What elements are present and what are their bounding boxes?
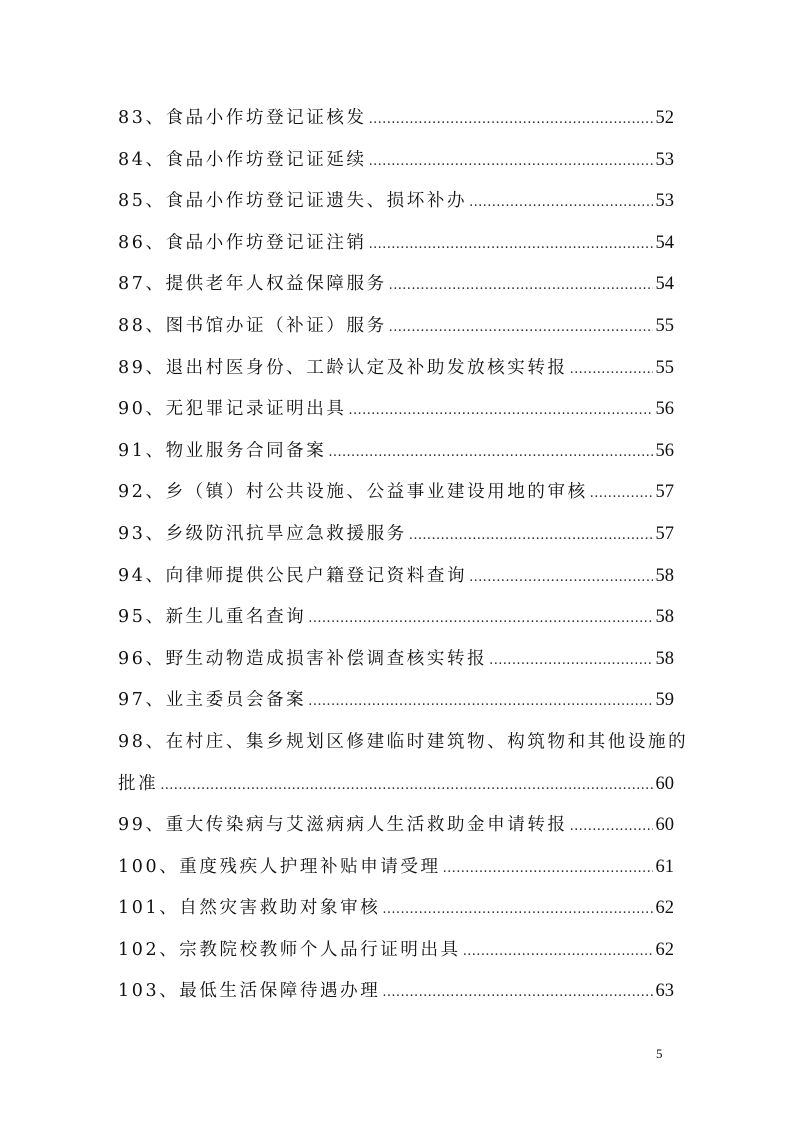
toc-entry[interactable] [118,98,674,140]
dot-leader [160,765,652,807]
toc-entry-title: 83、食品小作坊登记证核发 [118,108,367,128]
toc-entry[interactable] [118,971,674,1013]
toc-entry[interactable] [118,930,674,972]
toc-entry[interactable] [118,597,674,639]
toc-entry[interactable] [118,472,674,514]
dot-leader [382,889,652,931]
toc-entry-title[interactable]: 98、在村庄、集乡规划区修建临时建筑物、构筑物和其他设施的 [118,731,689,752]
toc-entry[interactable] [118,556,674,598]
toc-entry[interactable] [118,431,674,473]
toc-entry[interactable] [118,181,674,223]
toc-entry-page: 62 [655,939,674,960]
toc-entry-page: 55 [655,357,674,378]
toc-entry-page: 58 [655,607,674,628]
toc-entry-title: 103、最低生活保障待遇办理 [118,981,381,1002]
toc-entry-page: 61 [655,856,674,877]
toc-entry-title: 101、自然灾害救助对象审核 [118,898,381,919]
toc-entry[interactable] [118,514,674,556]
toc-entry[interactable] [118,389,674,431]
dot-leader [590,473,653,515]
dot-leader [328,432,652,474]
toc-entry-title: 92、乡（镇）村公共设施、公益事业建设用地的审核 [118,482,588,503]
dot-leader [469,557,652,599]
toc-entry-page: 63 [655,981,674,1002]
toc-entry-title: 88、图书馆办证（补证）服务 [118,315,387,336]
toc-entry-title: 86、食品小作坊登记证注销 [118,232,367,253]
toc-entry-page: 55 [655,315,674,336]
toc-entry[interactable] [118,264,674,306]
dot-leader [489,640,652,682]
toc-entry-title: 97、业主委员会备案 [118,690,307,711]
toc-entry-page: 57 [655,523,674,544]
toc-entry[interactable] [118,306,674,348]
toc-entry-page: 52 [655,108,674,128]
toc-entry-page: 53 [655,149,674,170]
dot-leader [570,806,653,848]
toc-entry-page: 56 [655,440,674,461]
toc-entry-title: 94、向律师提供公民户籍登记资料查询 [118,565,468,586]
toc-entry-title: 84、食品小作坊登记证延续 [118,149,367,170]
toc-entry-title: 89、退出村医身份、工龄认定及补助发放核实转报 [118,357,568,378]
toc-entry[interactable] [118,805,674,847]
toc-entry-title: 93、乡级防汛抗旱应急救援服务 [118,523,407,544]
dot-leader [369,99,653,141]
toc-entry-continuation[interactable] [118,764,674,806]
toc-entry-title-continued: 批准 [118,773,159,794]
dot-leader [570,349,653,391]
toc-entry-page: 58 [655,648,674,669]
dot-leader [382,972,652,1014]
toc-entry-title: 87、提供老年人权益保障服务 [118,274,387,295]
toc-entry-page: 60 [655,815,674,836]
dot-leader [348,390,652,432]
toc-entry-page: 62 [655,898,674,919]
toc-entry-page: 58 [655,565,674,586]
toc-entry-title: 91、物业服务合同备案 [118,440,327,461]
toc-entry[interactable] [118,223,674,265]
toc-entry[interactable] [118,888,674,930]
toc-entry-title: 99、重大传染病与艾滋病病人生活救助金申请转报 [118,815,568,836]
toc-entry[interactable] [118,639,674,681]
dot-leader [409,515,653,557]
toc-entry-page: 54 [655,232,674,253]
toc-entry[interactable] [118,140,674,182]
page-number: 5 [656,1046,663,1061]
toc-entry-title: 85、食品小作坊登记证遗失、损坏补办 [118,191,468,212]
table-of-contents [118,98,689,1013]
dot-leader [369,141,653,183]
toc-entry-title: 95、新生儿重名查询 [118,607,307,628]
toc-entry-page: 57 [655,482,674,503]
toc-entry-page: 60 [655,773,674,794]
toc-entry-title: 96、野生动物造成损害补偿调查核实转报 [118,648,488,669]
toc-entry-title: 102、宗教院校教师个人品行证明出具 [118,939,461,960]
toc-entry-page: 59 [655,690,674,711]
dot-leader [308,681,652,723]
dot-leader [389,265,653,307]
dot-leader [463,931,653,973]
dot-leader [389,307,653,349]
toc-entry-page: 53 [655,191,674,212]
dot-leader [308,598,652,640]
toc-entry[interactable] [118,847,674,889]
toc-entry-title: 100、重度残疾人护理补贴申请受理 [118,856,441,877]
toc-entry-page: 56 [655,399,674,420]
toc-entry[interactable] [118,680,674,722]
dot-leader [369,224,653,266]
toc-entry-page: 54 [655,274,674,295]
toc-entry[interactable] [118,348,674,390]
dot-leader [443,848,653,890]
toc-entry-title: 90、无犯罪记录证明出具 [118,399,347,420]
dot-leader [469,182,652,224]
